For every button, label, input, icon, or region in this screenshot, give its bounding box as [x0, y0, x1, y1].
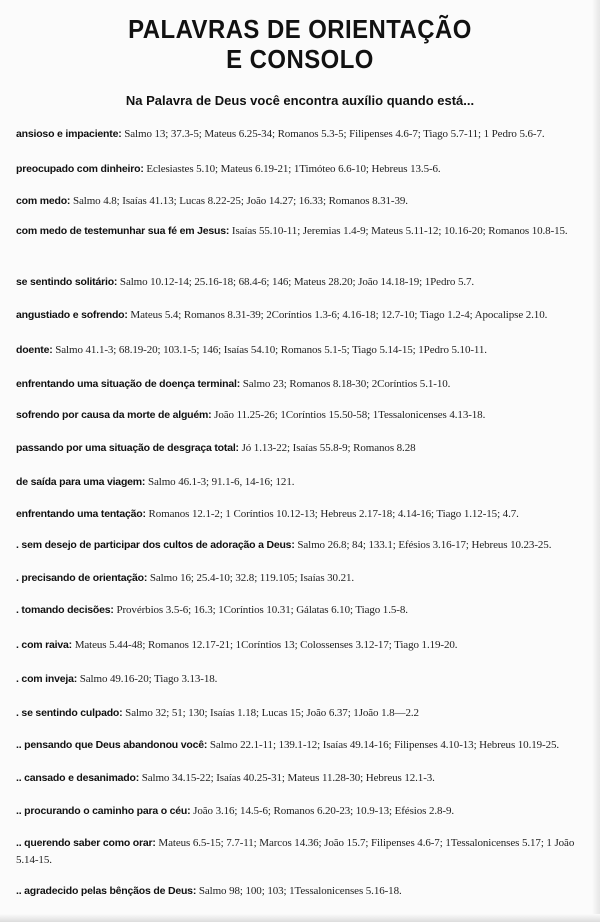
entry-condition: .. agradecido pelas bênçãos de Deus:	[16, 885, 197, 897]
entry-condition: de saída para uma viagem:	[16, 476, 146, 488]
entry-references: Provérbios 3.5-6; 16.3; 1Coríntios 10.31; Gálatas 6.10; Tiago 1.5-8.	[116, 604, 408, 616]
entry-references: João 11.25-26; 1Coríntios 15.50-58; 1Tessalonicenses 4.13-18.	[214, 409, 486, 421]
list-item	[16, 474, 582, 491]
entry-condition: com medo:	[16, 195, 71, 207]
entry-references: João 3.16; 14.5-6; Romanos 6.20-23; 10.9-13; Efésios 2.8-9.	[193, 805, 455, 817]
entry-condition: .. pensando que Deus abandonou você:	[16, 739, 208, 751]
title-line-2: E CONSOLO	[226, 44, 374, 74]
list-item	[16, 705, 582, 722]
list-item	[16, 737, 582, 754]
entry-references: Salmo 13; 37.3-5; Mateus 6.25-34; Romanos 5.3-5; Filipenses 4.6-7; Tiago 5.7-11; 1 Pedro 5.6-7.	[124, 128, 545, 140]
list-item	[16, 803, 582, 820]
entry-condition: angustiado e sofrendo:	[16, 309, 128, 321]
page-title	[24, 14, 576, 74]
list-item	[16, 835, 582, 869]
entry-references: Salmo 26.8; 84; 133.1; Efésios 3.16-17; Hebreus 10.23-25.	[297, 539, 552, 551]
paper-bottom-shadow	[0, 914, 600, 922]
list-item	[16, 274, 582, 291]
list-item	[16, 307, 582, 324]
entry-condition: passando por uma situação de desgraça total:	[16, 442, 239, 454]
list-item	[16, 506, 582, 523]
list-item	[16, 883, 582, 900]
entry-references: Salmo 98; 100; 103; 1Tessalonicenses 5.16-18.	[198, 885, 402, 897]
list-item	[16, 537, 582, 554]
entry-references: Romanos 12.1-2; 1 Coríntios 10.12-13; Hebreus 2.17-18; 4.14-16; Tiago 1.12-15; 4.7.	[148, 508, 519, 520]
list-item	[16, 342, 582, 359]
entry-condition: . com inveja:	[16, 673, 78, 685]
list-item	[16, 637, 582, 654]
list-item	[16, 570, 582, 587]
list-item	[16, 223, 582, 240]
entry-references: Salmo 16; 25.4-10; 32.8; 119.105; Isaías 30.21.	[149, 572, 355, 584]
entry-references: Mateus 5.44-48; Romanos 12.17-21; 1Coríntios 13; Colossenses 3.12-17; Tiago 1.19-20.	[74, 639, 458, 651]
entry-references: Salmo 4.8; Isaías 41.13; Lucas 8.22-25; João 14.27; 16.33; Romanos 8.31-39.	[72, 195, 408, 207]
list-item	[16, 440, 582, 457]
page-subtitle: Na Palavra de Deus você encontra auxílio quando está...	[125, 93, 475, 108]
paper-edge-shadow	[592, 0, 600, 922]
entry-condition: . sem desejo de participar dos cultos de adoração a Deus:	[16, 539, 295, 551]
entry-condition: sofrendo por causa da morte de alguém:	[16, 409, 212, 421]
entry-condition: . tomando decisões:	[16, 604, 114, 616]
entry-condition: preocupado com dinheiro:	[16, 163, 144, 175]
entry-condition: . com raiva:	[16, 639, 72, 651]
entry-references: Salmo 23; Romanos 8.18-30; 2Coríntios 5.1-10.	[242, 378, 451, 390]
entry-references: Salmo 32; 51; 130; Isaías 1.18; Lucas 15; João 6.37; 1João 1.8—2.2	[125, 707, 419, 719]
entry-references: Mateus 5.4; Romanos 8.31-39; 2Coríntios 1.3-6; 4.16-18; 12.7-10; Tiago 1.2-4; Apocalipse 2.10.	[130, 309, 548, 321]
entry-condition: .. querendo saber como orar:	[16, 837, 156, 849]
entry-condition: doente:	[16, 344, 53, 356]
list-item	[16, 407, 582, 424]
entry-references: Jó 1.13-22; Isaías 55.8-9; Romanos 8.28	[241, 442, 416, 454]
entry-references: Mateus 6.5-15; 7.7-11; Marcos 14.36; João 15.7; Filipenses 4.6-7; 1Tessalonicenses 5.17; 1 João 5.14-15.	[16, 837, 575, 866]
list-item	[16, 193, 582, 210]
entry-condition: se sentindo solitário:	[16, 276, 118, 288]
list-item	[16, 126, 582, 143]
entry-references: Eclesiastes 5.10; Mateus 6.19-21; 1Timóteo 6.6-10; Hebreus 13.5-6.	[146, 163, 441, 175]
entry-condition: . se sentindo culpado:	[16, 707, 123, 719]
entry-references: Isaías 55.10-11; Jeremias 1.4-9; Mateus 5.11-12; 10.16-20; Romanos 10.8-15.	[231, 225, 568, 237]
entry-references: Salmo 41.1-3; 68.19-20; 103.1-5; 146; Isaías 54.10; Romanos 5.1-5; Tiago 5.14-15; 1Pedro 5.10-11.	[55, 344, 487, 356]
entry-condition: enfrentando uma tentação:	[16, 508, 146, 520]
entry-condition: .. cansado e desanimado:	[16, 772, 139, 784]
title-line-1: PALAVRAS DE ORIENTAÇÃO	[128, 14, 472, 44]
entry-references: Salmo 34.15-22; Isaías 40.25-31; Mateus 11.28-30; Hebreus 12.1-3.	[141, 772, 435, 784]
list-item	[16, 602, 582, 619]
entry-condition: com medo de testemunhar sua fé em Jesus:	[16, 225, 230, 237]
list-item	[16, 161, 582, 178]
entry-references: Salmo 10.12-14; 25.16-18; 68.4-6; 146; Mateus 28.20; João 14.18-19; 1Pedro 5.7.	[119, 276, 475, 288]
list-item	[16, 770, 582, 787]
entry-references: Salmo 49.16-20; Tiago 3.13-18.	[79, 673, 218, 685]
entry-condition: .. procurando o caminho para o céu:	[16, 805, 191, 817]
entry-references: Salmo 22.1-11; 139.1-12; Isaías 49.14-16; Filipenses 4.10-13; Hebreus 10.19-25.	[209, 739, 560, 751]
list-item	[16, 671, 582, 688]
entry-condition: ansioso e impaciente:	[16, 128, 122, 140]
entry-references: Salmo 46.1-3; 91.1-6, 14-16; 121.	[147, 476, 295, 488]
entry-condition: . precisando de orientação:	[16, 572, 148, 584]
list-item	[16, 376, 582, 393]
entry-condition: enfrentando uma situação de doença terminal:	[16, 378, 240, 390]
